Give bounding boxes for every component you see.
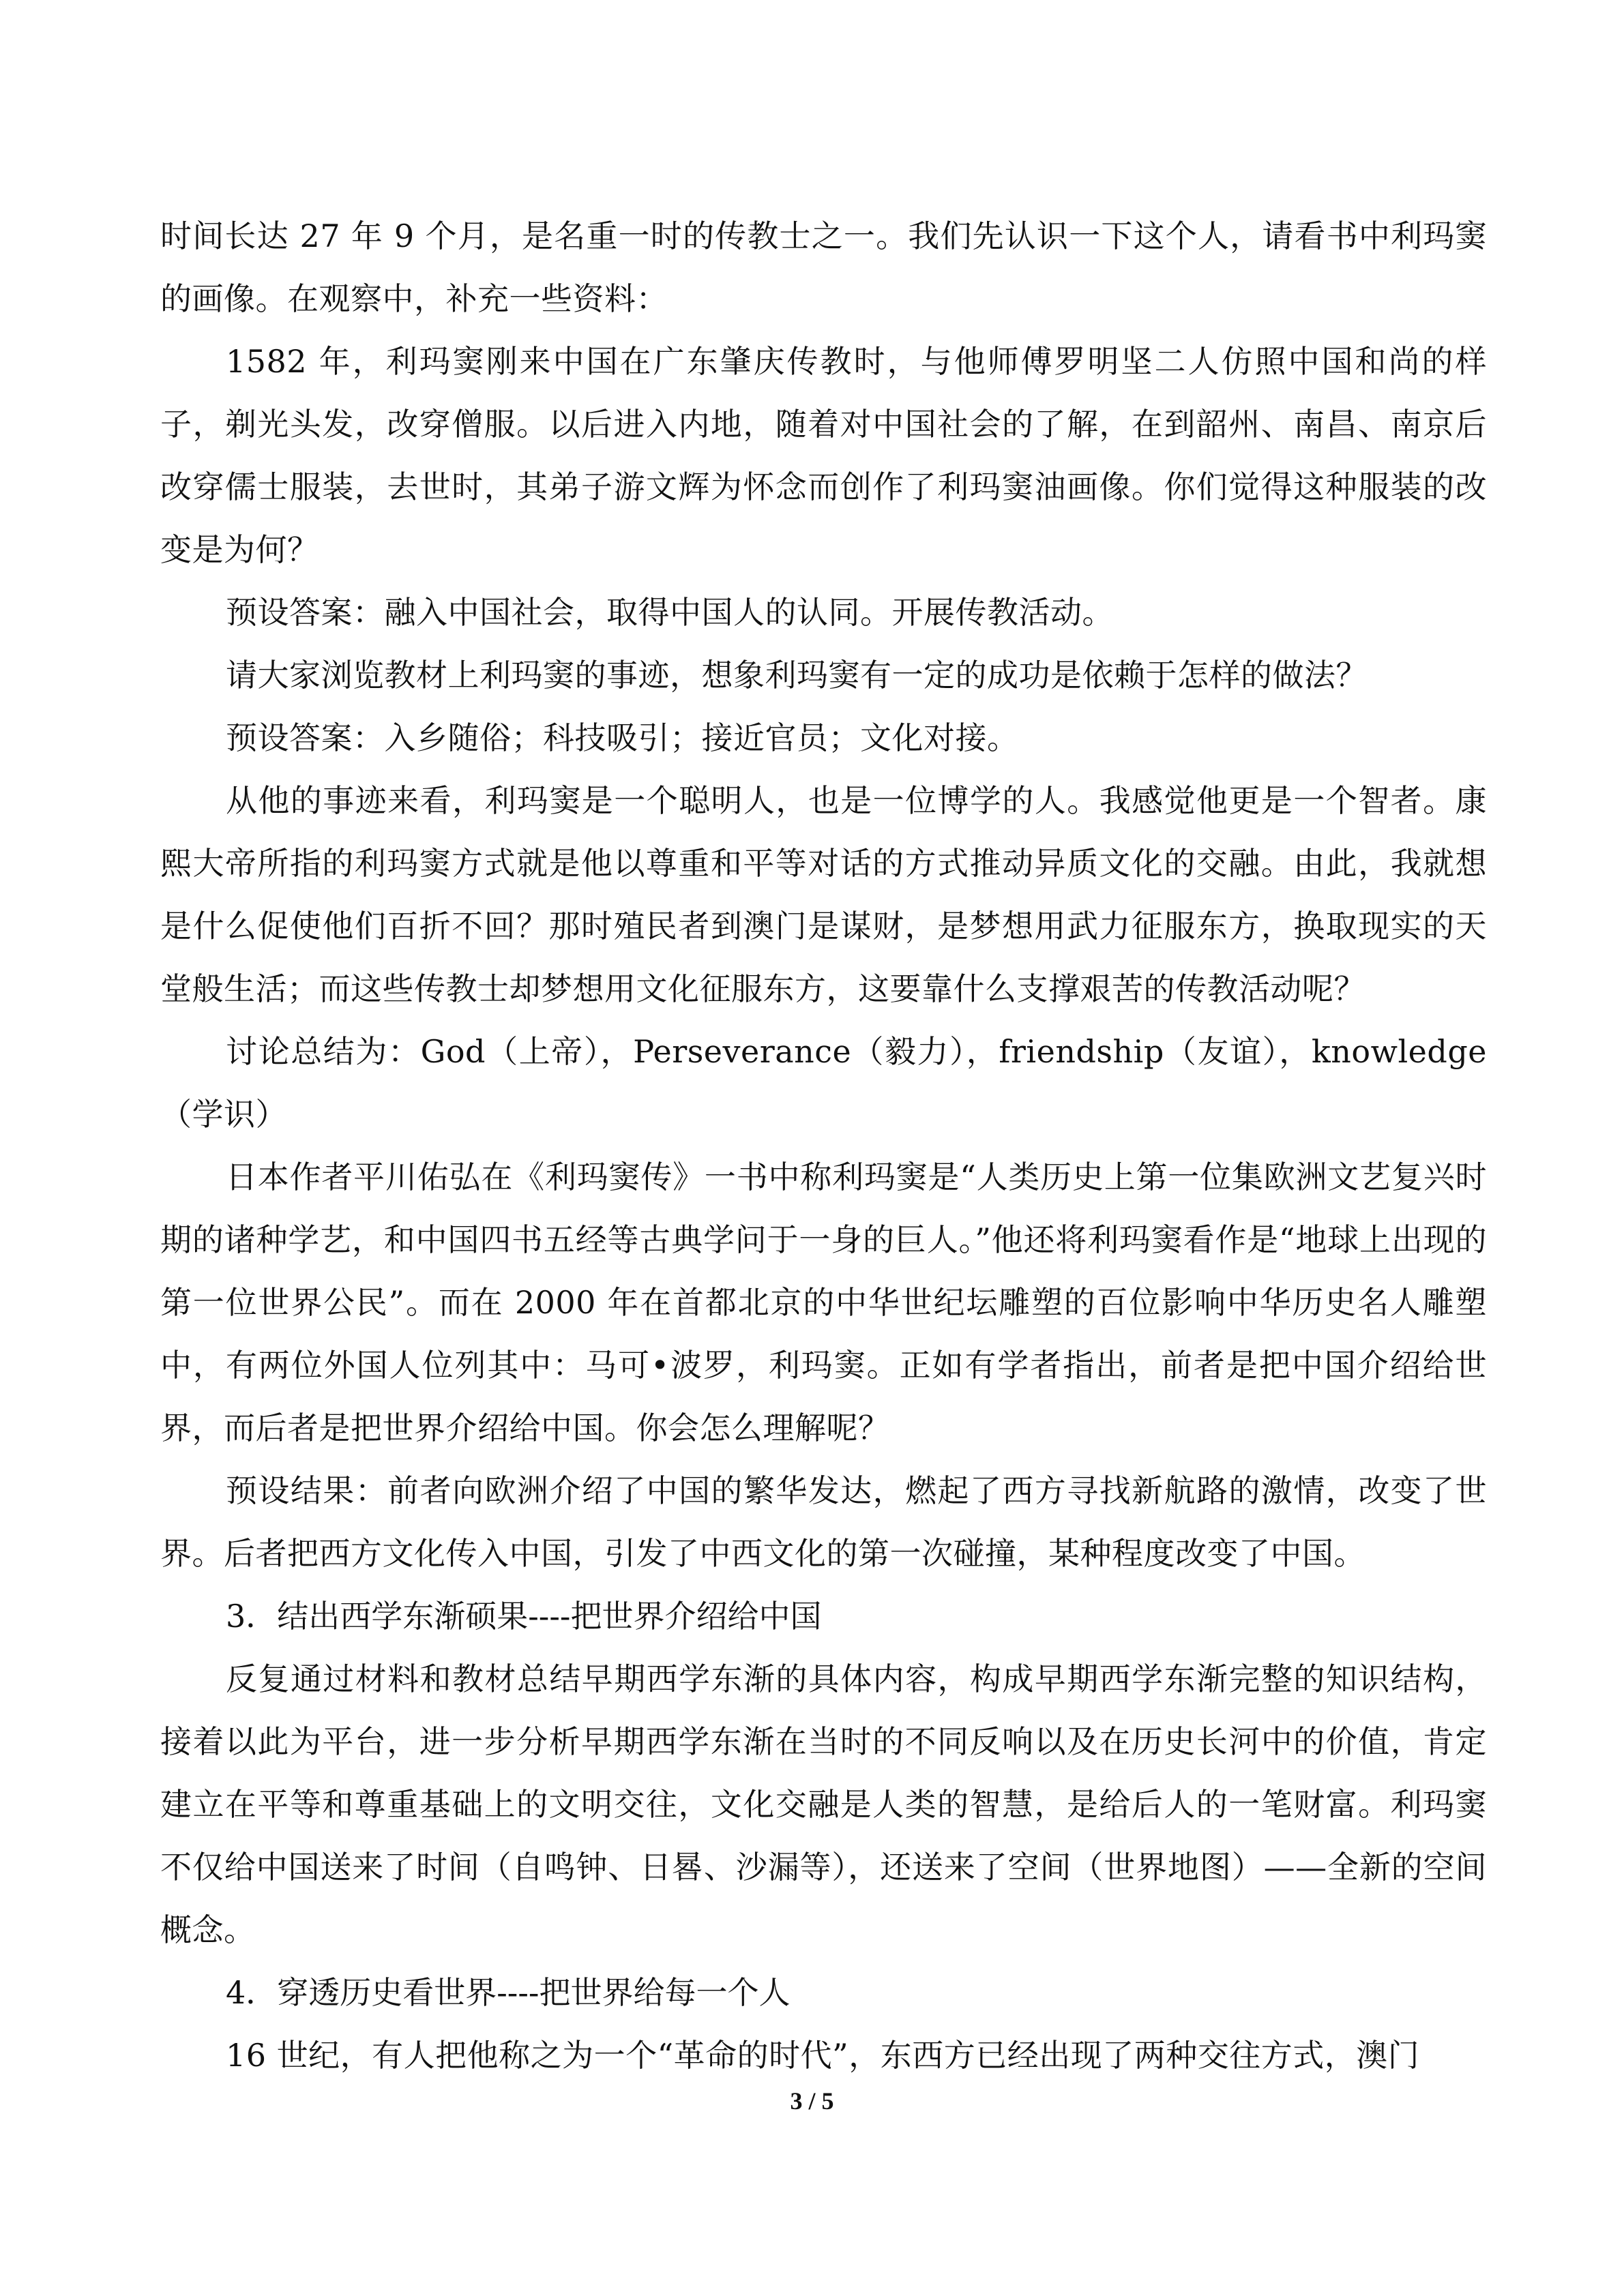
paragraph-preset-answer-2: 预设答案：入乡随俗；科技吸引；接近官员；文化对接。 (226, 719, 1019, 756)
paragraph-western-learning: 反复通过材料和教材总结早期西学东渐的具体内容，构成早期西学东渐完整的知识结构，接着以此为平台，进一步分析早期西学东渐在当时的不同反响以及在历史长河中的价值，肯定建立在平等和尊重基础上的文明交往，文化交融是人类的智慧，是给后人的一笔财富。利玛窦不仅给中国送来了时间（自鸣钟、日晷、沙漏等），还送来了空间（世界地图）——全新的空间概念。 (160, 1660, 1487, 1948)
paragraph-16th-century: 16 世纪，有人把他称之为一个“革命的时代”，东西方已经出现了两种交往方式，澳门 (226, 2037, 1420, 2074)
paragraph-question-success: 请大家浏览教材上利玛窦的事迹，想象利玛窦有一定的成功是依赖于怎样的做法？ (226, 657, 1368, 694)
paragraph-ricci-clothing: 1582 年，利玛窦刚来中国在广东肇庆传教时，与他师傅罗明坚二人仿照中国和尚的样子，剃光头发，改穿僧服。以后进入内地，随着对中国社会的了解，在到韶州、南昌、南京后改穿儒士服装，去世时，其弟子游文辉为怀念而创作了利玛窦油画像。你们觉得这种服装的改变是为何？ (160, 343, 1487, 568)
page-number: 3 / 5 (790, 2087, 834, 2115)
section-heading-3: 3．结出西学东渐硕果----把世界介绍给中国 (226, 1598, 822, 1635)
paragraph-continuation: 时间长达 27 年 9 个月，是名重一时的传教士之一。我们先认识一下这个人，请看书中利玛窦的画像。在观察中，补充一些资料： (160, 218, 1487, 317)
paragraph-preset-result: 预设结果：前者向欧洲介绍了中国的繁华发达，燃起了西方寻找新航路的激情，改变了世界。后者把西方文化传入中国，引发了中西文化的第一次碰撞，某种程度改变了中国。 (160, 1472, 1487, 1572)
document-body (160, 205, 1487, 2087)
section-heading-4: 4．穿透历史看世界----把世界给每一个人 (226, 1974, 791, 2011)
paragraph-ricci-wise-man: 从他的事迹来看，利玛窦是一个聪明人，也是一位博学的人。我感觉他更是一个智者。康熙大帝所指的利玛窦方式就是他以尊重和平等对话的方式推动异质文化的交融。由此，我就想是什么促使他们百折不回？那时殖民者到澳门是谋财，是梦想用武力征服东方，换取现实的天堂般生活；而这些传教士却梦想用文化征服东方，这要靠什么支撑艰苦的传教活动呢？ (160, 782, 1487, 1007)
paragraph-hirakawa-quote: 日本作者平川佑弘在《利玛窦传》一书中称利玛窦是“人类历史上第一位集欧洲文艺复兴时期的诸种学艺，和中国四书五经等古典学问于一身的巨人。”他还将利玛窦看作是“地球上出现的第一位世界公民”。而在 2000 年在首都北京的中华世纪坛雕塑的百位影响中华历史名人雕塑中，有两位外国人位列其中：马可•波罗，利玛窦。正如有学者指出，前者是把中国介绍给世界，而后者是把世界介绍给中国。你会怎么理解呢？ (160, 1159, 1487, 1446)
paragraph-preset-answer-1: 预设答案：融入中国社会，取得中国人的认同。开展传教活动。 (226, 594, 1114, 631)
paragraph-discussion-summary: 讨论总结为：God（上帝），Perseverance（毅力），friendship（友谊），knowledge（学识） (160, 1033, 1487, 1133)
